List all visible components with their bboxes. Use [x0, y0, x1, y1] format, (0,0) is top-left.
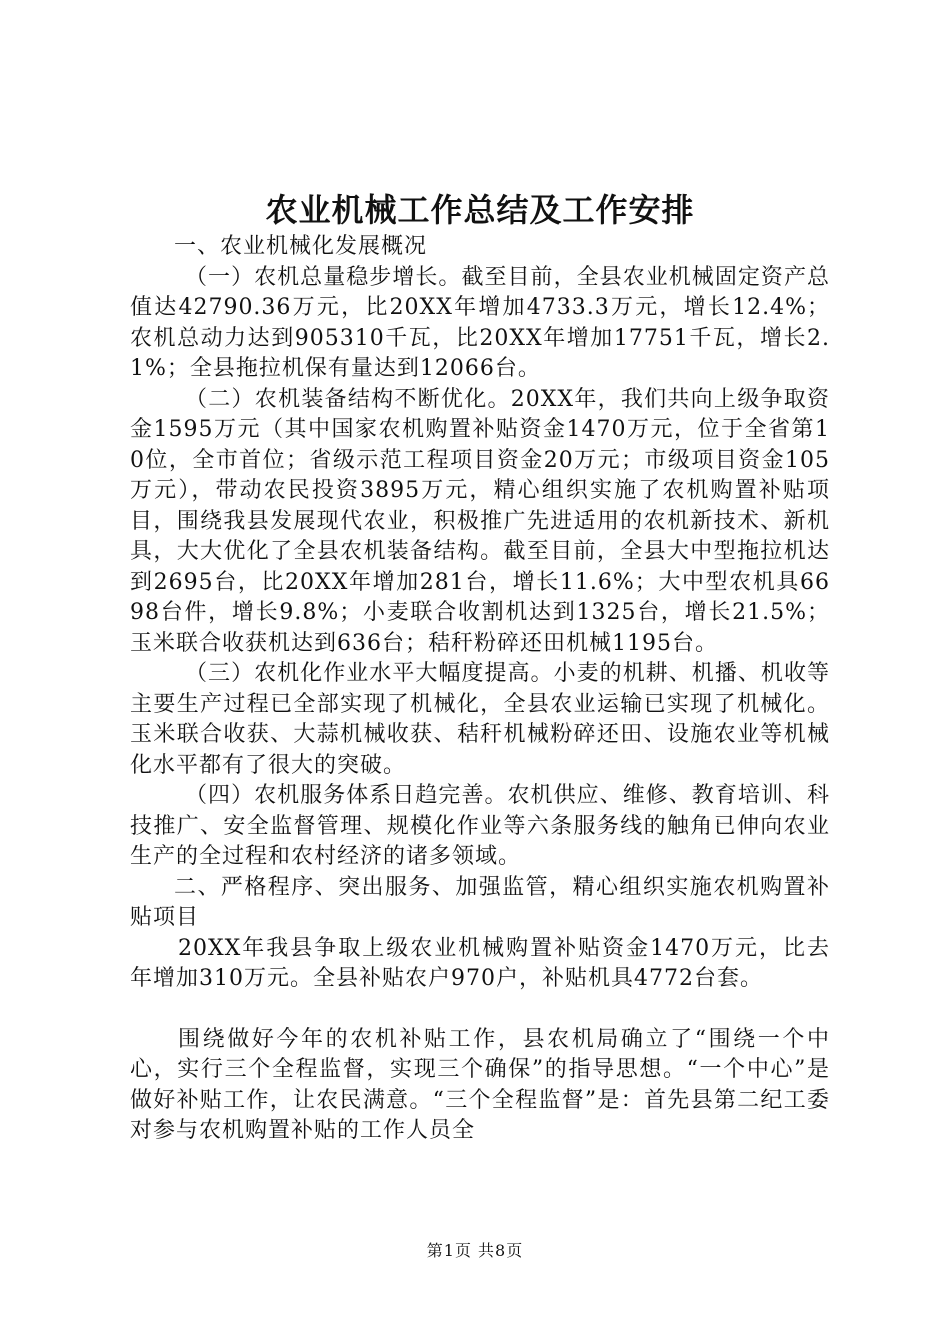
paragraph-operation-level: （三）农机化作业水平大幅度提高。小麦的机耕、机播、机收等主要生产过程已全部实现了机械化，全县农业运输已实现了机械化。玉米联合收获、大蒜机械收获、秸秆机械粉碎还田、设施农业等机械化水平都有了很大的突破。 — [130, 661, 830, 778]
section-heading-1: 一、农业机械化发展概况 — [174, 234, 428, 259]
paragraph-machinery-total: （一）农机总量稳步增长。截至目前，全县农业机械固定资产总值达42790.36万元，比20XX年增加4733.3万元，增长12.4%；农机总动力达到905310千瓦，比20XX年增加17751千瓦，增长2.1%；全县拖拉机保有量达到12066台。 — [130, 264, 830, 381]
document-page — [130, 0, 830, 1344]
page-footer: 第1页 共8页 — [426, 1241, 524, 1260]
paragraph-guiding-principle: 围绕做好今年的农机补贴工作，县农机局确立了“围绕一个中心，实行三个全程监督，实现三个确保”的指导思想。“一个中心”是做好补贴工作，让农民满意。“三个全程监督”是：首先县第二纪工委对参与农机购置补贴的工作人员全 — [130, 1026, 830, 1143]
paragraph-equipment-structure: （二）农机装备结构不断优化。20XX年，我们共向上级争取资金1595万元（其中国家农机购置补贴资金1470万元，位于全省第10位，全市首位；省级示范工程项目资金20万元；市级项目资金105万元），带动农民投资3895万元，精心组织实施了农机购置补贴项目，围绕我县发展现代农业，积极推广先进适用的农机新技术、新机具，大大优化了全县农机装备结构。截至目前，全县大中型拖拉机达到2695台，比20XX年增加281台，增长11.6%；大中型农机具6698台件，增长9.8%；小麦联合收割机达到1325台，增长21.5%；玉米联合收获机达到636台；秸秆粉碎还田机械1195台。 — [130, 386, 831, 656]
paragraph-subsidy-funds: 20XX年我县争取上级农业机械购置补贴资金1470万元，比去年增加310万元。全县补贴农户970户，补贴机具4772台套。 — [130, 935, 830, 991]
paragraph-gap — [130, 995, 830, 1025]
document-body — [130, 232, 830, 1147]
paragraph-service-system: （四）农机服务体系日趋完善。农机供应、维修、教育培训、科技推广、安全监督管理、规模化作业等六条服务线的触角已伸向农业生产的全过程和农村经济的诸多领域。 — [130, 783, 830, 869]
section-heading-2: 二、严格程序、突出服务、加强监管，精心组织实施农机购置补贴项目 — [130, 874, 830, 930]
document-title: 农业机械工作总结及工作安排 — [265, 191, 695, 229]
